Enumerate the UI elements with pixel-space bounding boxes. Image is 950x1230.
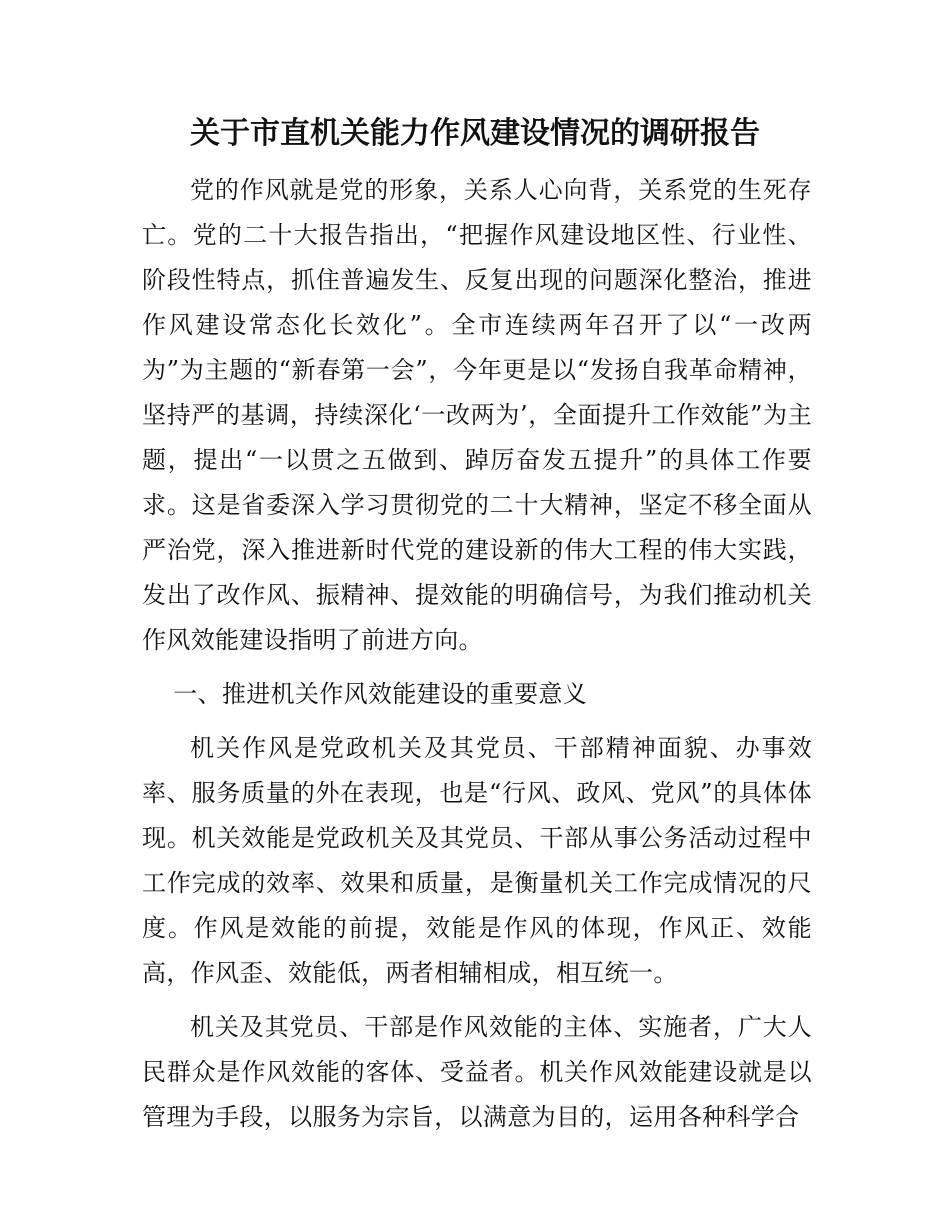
section-paragraph-1: 机关作风是党政机关及其党员、干部精神面貌、办事效率、服务质量的外在表现，也是“行风、政风、党风”的具体体现。机关效能是党政机关及其党员、干部从事公务活动过程中工作完成的效率、效果和质量，是衡量机关工作完成情况的尺度。作风是效能的前提，效能是作风的体现，作风正、效能高，作风歪、效能低，两者相辅相成，相互统一。 (142, 734, 812, 987)
section-paragraph-2: 机关及其党员、干部是作风效能的主体、实施者，广大人民群众是作风效能的客体、受益者。机关作风效能建设就是以管理为手段，以服务为宗旨，以满意为目的，运用各种科学合 (142, 1013, 812, 1131)
document-title: 关于市直机关能力作风建设情况的调研报告 (190, 116, 760, 151)
document-body (142, 168, 812, 1140)
section-heading: 一、推进机关作风效能建设的重要意义 (173, 680, 588, 708)
intro-paragraph: 党的作风就是党的形象，关系人心向背，关系党的生死存亡。党的二十大报告指出，“把握作风建设地区性、行业性、阶段性特点，抓住普遍发生、反复出现的问题深化整治，推进作风建设常态化长效化”。全市连续两年召开了以“一改两为”为主题的“新春第一会”，今年更是以“发扬自我革命精神，坚持严的基调，持续深化‘一改两为’，全面提升工作效能”为主题，提出“一以贯之五做到、踔厉奋发五提升”的具体工作要求。这是省委深入学习贯彻党的二十大精神，坚定不移全面从严治党，深入推进新时代党的建设新的伟大工程的伟大实践，发出了改作风、振精神、提效能的明确信号，为我们推动机关作风效能建设指明了前进方向。 (142, 176, 812, 654)
